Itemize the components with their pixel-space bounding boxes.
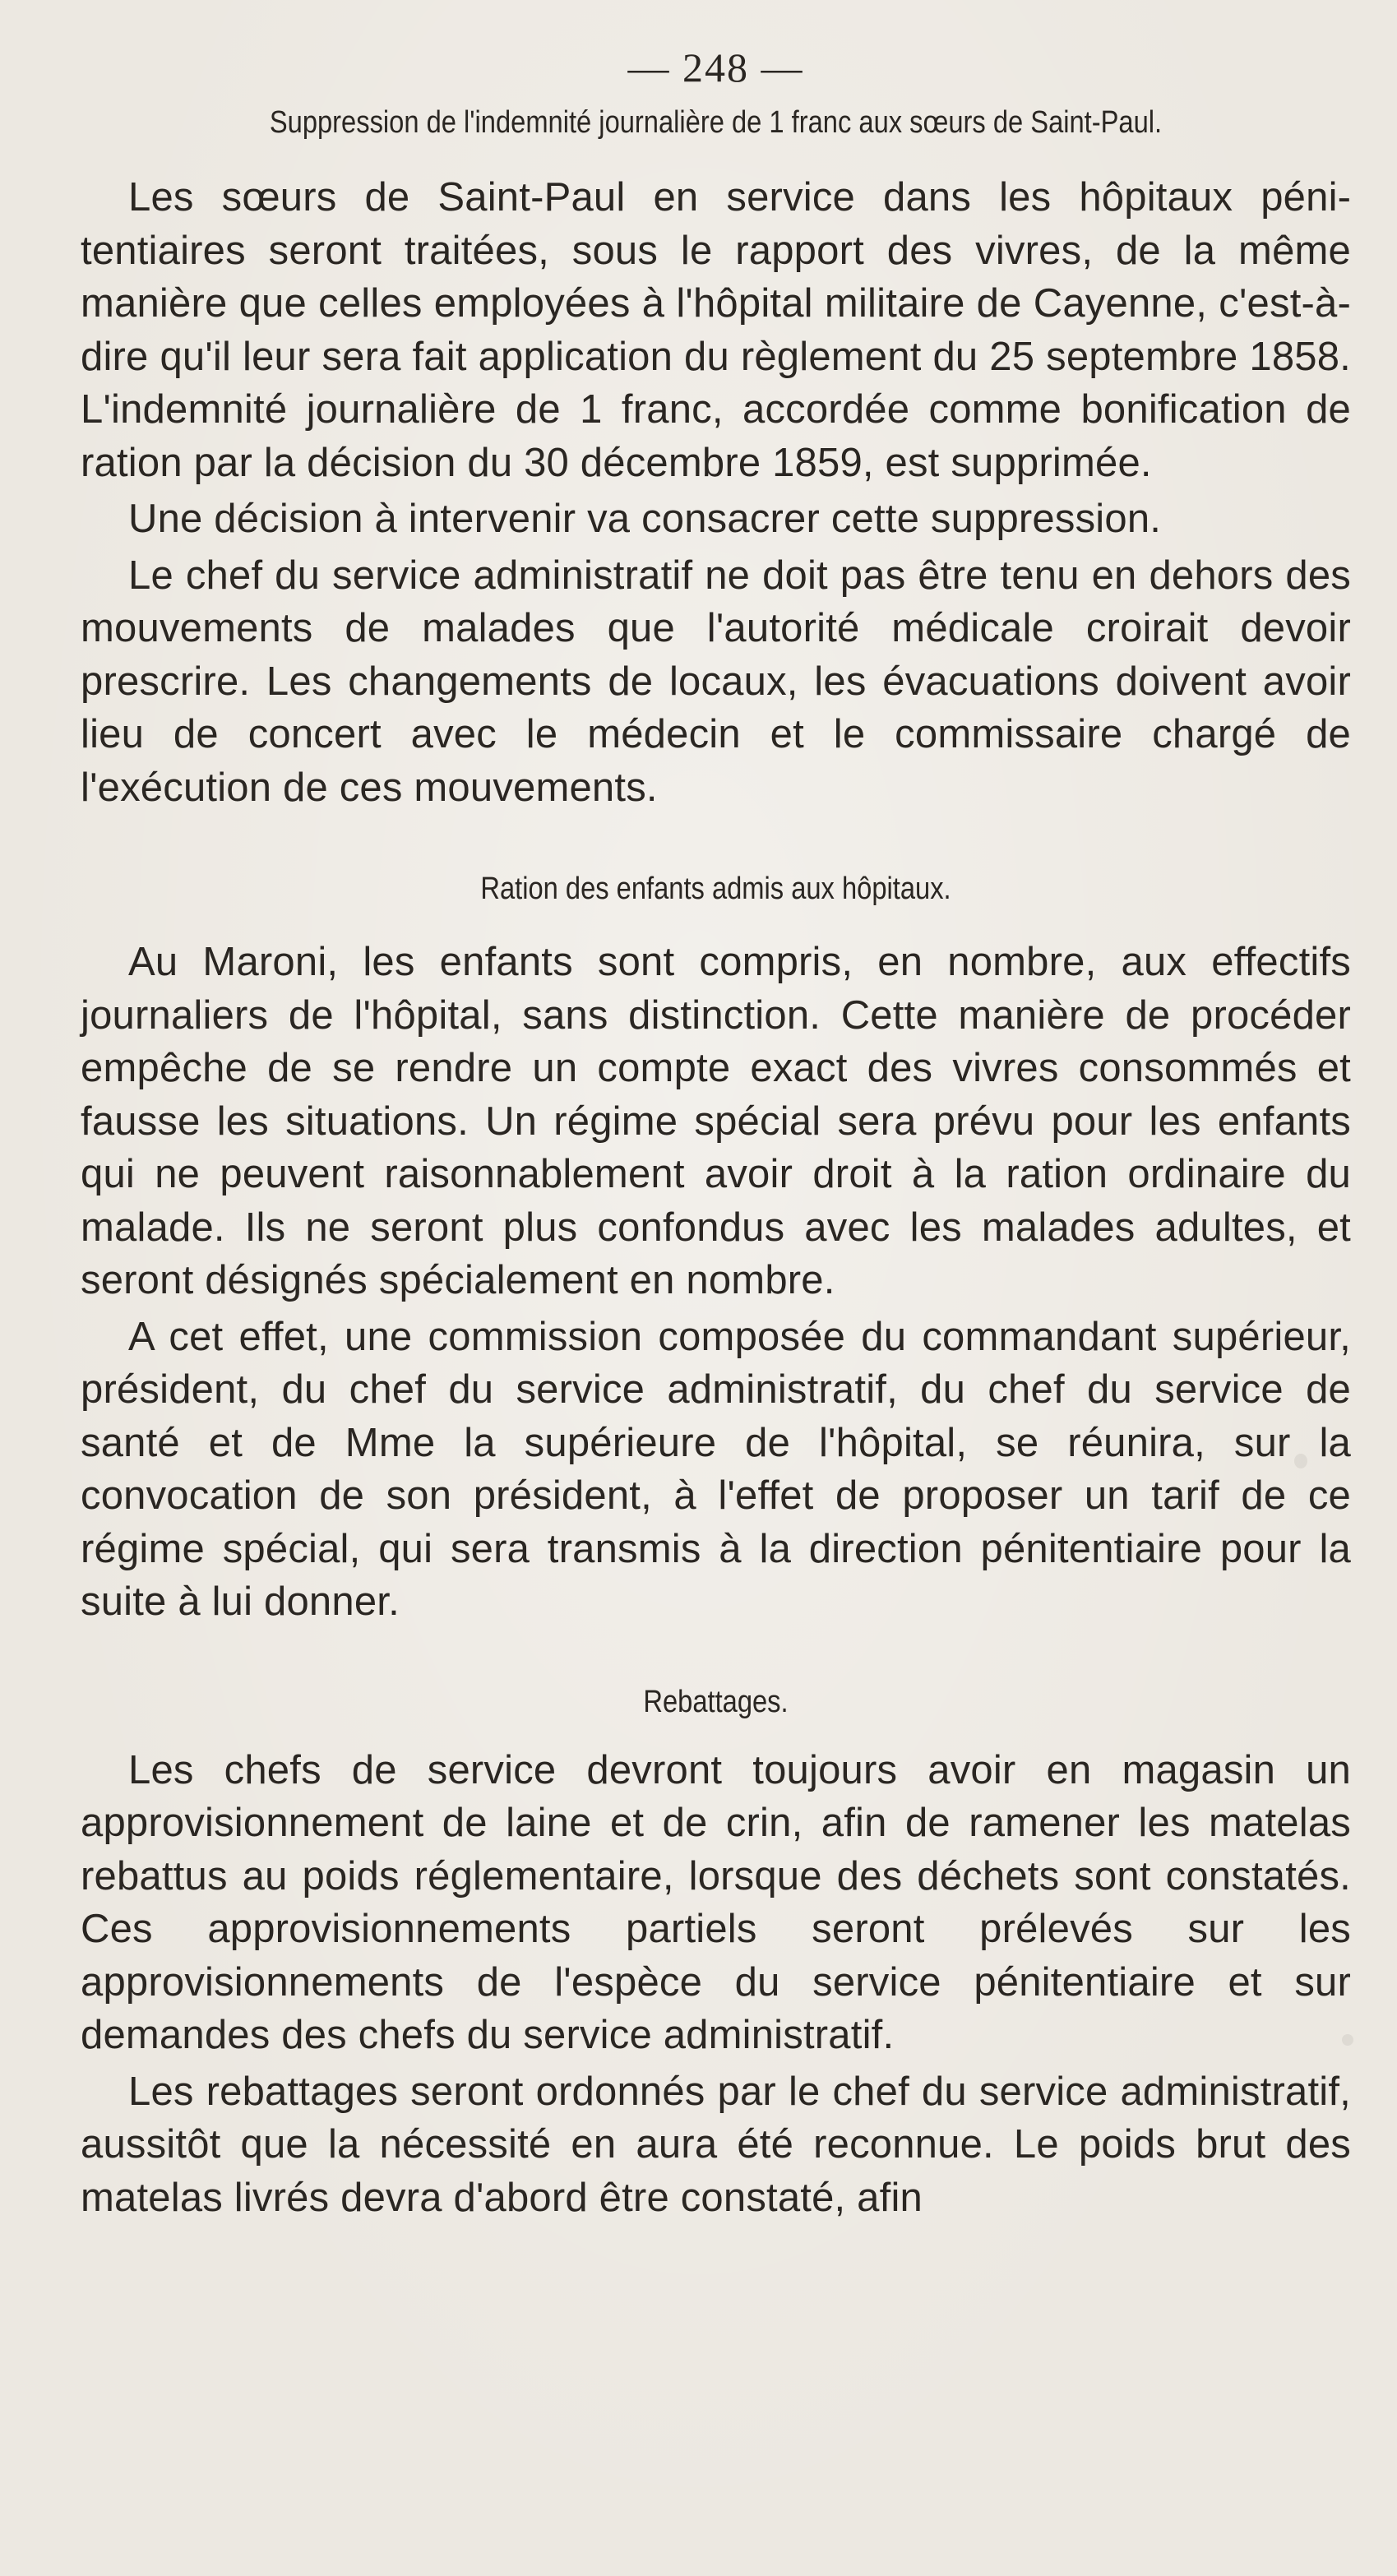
paragraph: Au Maroni, les enfants sont compris, en nombre, aux effectifs journaliers de l'hôpital, sans distinction. Cette manière de procéder empêche de se rendre un compte exact des vivres consommés et fausse les situations. Un régime spécial sera prévu pour les enfants qui ne peuvent raisonnablement avoir droit à la ration ordinaire du malade. Ils ne seront plus confondus avec les malades adultes, et seront désignés spécialement en nombre. [81,940,1351,1302]
section-rebattages [81,1683,1351,2225]
section-suppression-indemnite [81,104,1351,814]
text-column [81,43,1351,2224]
paragraph: Les sœurs de Saint-Paul en service dans les hôpitaux pénitentiaires seront traitées, sous le rapport des vivres, de la même manière que celles employées à l'hôpital militaire de Cayenne, c'est-à-dire qu'il leur sera fait application du règlement du 25 septembre 1858. L'indemnité journalière de 1 franc, accordée comme bonification de ration par la décision du 30 décembre 1859, est supprimée. [81,175,1351,485]
paragraph: A cet effet, une commission composée du commandant supérieur, président, du chef du service administratif, du chef du service de santé et de Mme la supérieure de l'hôpital, se réunira, sur la convocation de son président, à l'effet de proposer un tarif de ce régime spécial, qui sera transmis à la direction pénitentiaire pour la suite à lui donner. [81,1314,1351,1624]
section-ration-enfants [81,870,1351,1629]
section-heading: Rebattages. [643,1684,789,1719]
section-heading: Suppression de l'indemnité journalière de 1 franc aux sœurs de Saint-Paul. [269,105,1163,140]
paragraph: Les rebattages seront ordonnés par le chef du service administratif, aussitôt que la nécessité en aura été reconnue. Le poids brut des matelas livrés devra d'abord être constaté, afin [81,2069,1351,2220]
paragraph: Une décision à intervenir va consacrer cette suppression. [128,497,1162,541]
paragraph: Le chef du service administratif ne doit pas être tenu en dehors des mouvements de malades que l'autorité médicale croirait devoir prescrire. Les changements de locaux, les évacuations doivent avoir lieu de concert avec le médecin et le commissaire chargé de l'exécution de ces mouvements. [81,553,1351,810]
paragraph: Les chefs de service devront toujours avoir en magasin un approvisionnement de laine et de crin, afin de ramener les matelas rebattus au poids réglementaire, lorsque des déchets sont constatés. Ces approvisionnements partiels seront prélevés sur les approvisionnements de l'espèce du service pénitentiaire et sur demandes des chefs du service administratif. [81,1747,1351,2057]
page-number: — 248 — [627,44,804,90]
section-heading: Ration des enfants admis aux hôpitaux. [480,872,951,906]
